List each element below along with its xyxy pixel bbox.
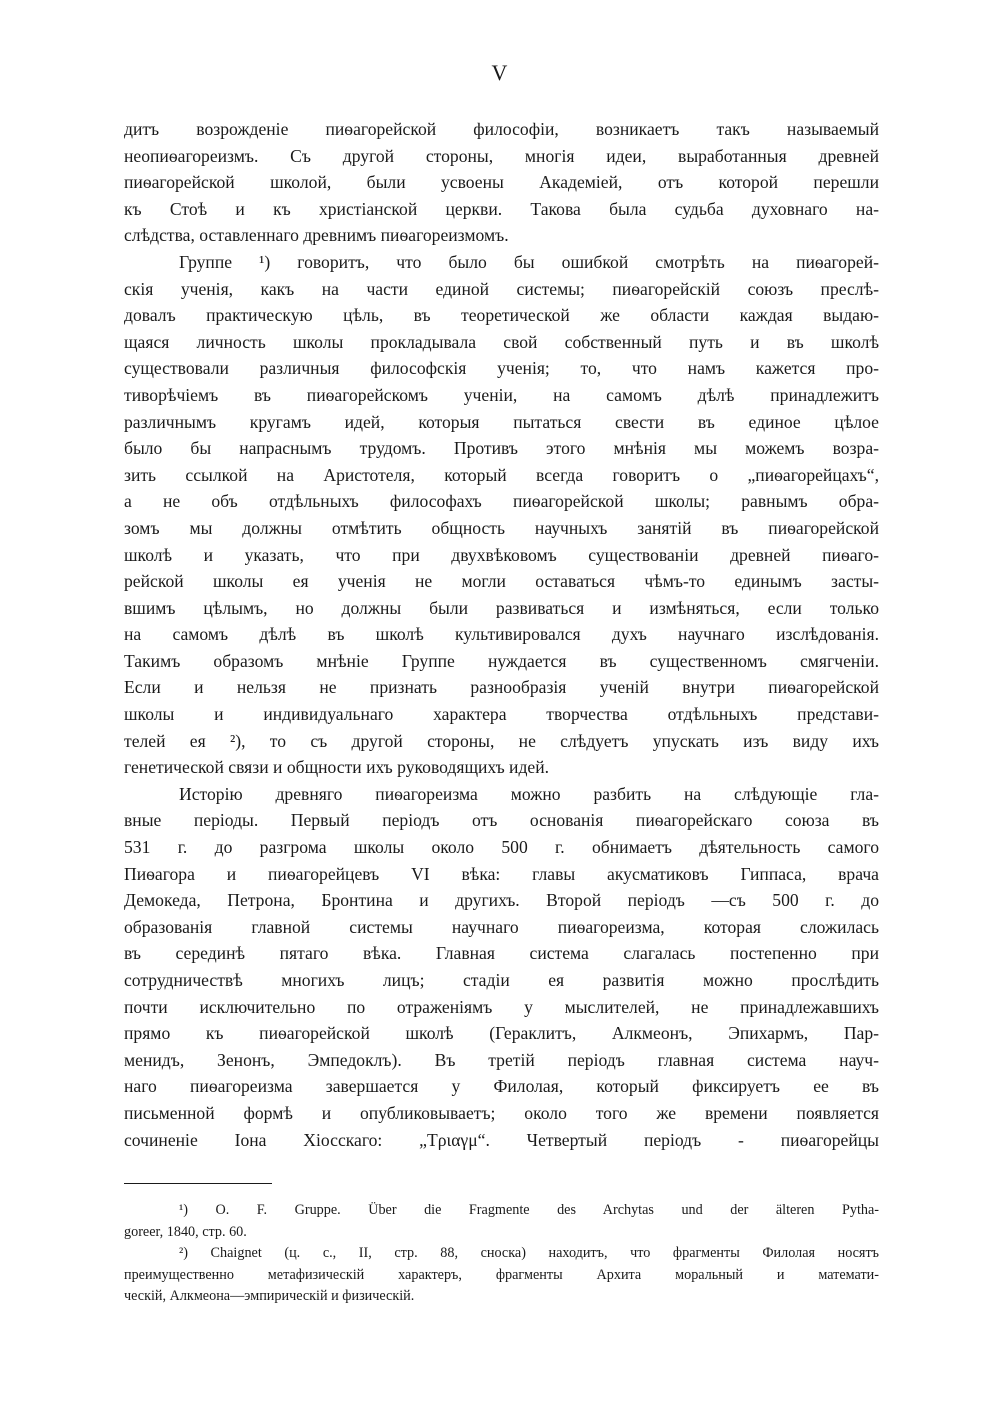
text-line: наго пиѳагореизма завершается у Филолая, который фиксируетъ ее въ [124,1076,879,1097]
footnote-line: goreer, 1840, стр. 60. [124,1223,247,1240]
text-line: щаяся личность школы прокладывала свой собственный путь и въ школѣ [124,331,879,352]
text-line: Исторію древняго пиѳагореизма можно разбить на слѣдующіе гла- [179,783,879,804]
text-line: Группе ¹) говоритъ, что было бы ошибкой смотрѣть на пиѳагорей- [179,251,879,272]
footnote-line: преимущественно метафизическій характеръ, фрагменты Архита моральный и математи- [124,1266,879,1283]
text-line: прямо къ пиѳагорейской школѣ (Гераклитъ, Алкмеонъ, Эпихармъ, Пар- [124,1023,879,1044]
footnotes [124,1200,879,1308]
text-line: довалъ практическую цѣль, въ теоретической же области каждая выдаю- [124,305,879,326]
paragraph-2 [124,249,879,781]
text-line: сотрудничествѣ многихъ лицъ; стадіи ея развитія можно прослѣдить [124,970,879,990]
text-line: рейской школы ея ученія не могли оставаться чѣмъ-то единымъ засты- [124,571,879,592]
text-line: слѣдства, оставленнаго древнимъ пиѳагореизмомъ. [124,225,509,246]
text-line: дитъ возрожденіе пиѳагорейской философіи, возникаетъ такъ называемый [124,119,879,139]
text-line: генетической связи и общности ихъ руководящихъ идей. [124,757,550,778]
text-line: существовали различныя философскія ученія; то, что намъ кажется про- [124,358,879,379]
text-line: Если и нельзя не признать разнообразія ученій внутри пиѳагорейской [124,677,879,698]
text-line: неопиѳагореизмъ. Съ другой стороны, многія идеи, выработанныя древней [124,145,879,166]
text-line: въ серединѣ пятаго вѣка. Главная система слагалась постепенно при [124,943,879,964]
footnote-2 [124,1243,879,1308]
text-line: Демокеда, Петрона, Бронтина и другихъ. Второй періодъ —съ 500 г. до [124,890,879,911]
text-line: было бы напраснымъ трудомъ. Противъ этого мнѣнія мы можемъ возра- [124,438,879,459]
text-line: Такимъ образомъ мнѣніе Группе нуждается въ существенномъ смягченіи. [124,650,879,671]
text-line: скія ученія, какъ на части единой системы; пиѳагорейскій союзъ преслѣ- [124,278,879,299]
text-line: телей ея ²), то съ другой стороны, не слѣдуетъ упускать изъ виду ихъ [124,730,879,751]
footnote-line: ¹) O. F. Gruppe. Über die Fragmente des Archytas und der älteren Pytha- [179,1202,879,1218]
body-text [124,116,879,1153]
page-number: V [491,60,509,85]
text-line: различнымъ кругамъ идей, которыя пытаться свести въ единое цѣлое [124,411,879,432]
paragraph-3 [124,781,879,1153]
text-line: вные періоды. Первый періодъ отъ основанія пиѳагорейскаго союза въ [124,810,879,831]
text-line: менидъ, Зенонъ, Эмпедоклъ). Въ третій періодъ главная система науч- [124,1049,879,1070]
text-line: почти исключительно по отраженіямъ у мыслителей, не принадлежавшихъ [124,996,879,1017]
text-line: 531 г. до разгрома школы около 500 г. обнимаетъ дѣятельность самого [124,837,879,858]
text-line: а не объ отдѣльныхъ философахъ пиѳагорейской школы; равнымъ обра- [124,491,879,512]
paragraph-1 [124,116,879,249]
footnote-line: ческій, Алкмеона—эмпирическій и физическій. [124,1288,415,1304]
footnote-line: ²) Chaignet (ц. с., II, стр. 88, сноска) находитъ, что фрагменты Филолая носятъ [179,1245,879,1261]
text-line: сочиненіе Іона Хіосскаго: „Τριαγμ“. Четвертый періодъ - пиѳагорейцы [124,1129,879,1150]
text-line: школы и индивидуальнаго характера творчества отдѣльныхъ представи- [124,704,879,725]
text-line: вшимъ цѣлымъ, но должны были развиваться и измѣняться, если только [124,597,879,618]
text-line: Пиѳагора и пиѳагорейцевъ VI вѣка: главы акусматиковъ Гиппаса, врача [124,863,879,884]
text-line: письменной формѣ и опубликовываетъ; около того же времени появляется [124,1102,879,1123]
footnote-1 [124,1200,879,1243]
text-line: зомъ мы должны отмѣтить общность научныхъ занятій въ пиѳагорейской [124,517,879,538]
text-line: образованія главной системы научнаго пиѳагореизма, которая сложилась [124,916,879,937]
text-line: пиѳагорейской школой, были усвоены Академіей, отъ которой перешли [124,172,879,193]
text-line: на самомъ дѣлѣ въ школѣ культивировался духъ научнаго изслѣдованія. [124,624,879,645]
text-line: тиворѣчіемъ въ пиѳагорейскомъ ученіи, на самомъ дѣлѣ принадлежитъ [124,384,879,405]
footnote-divider [124,1183,272,1184]
text-line: школѣ и указать, что при двухвѣковомъ существованіи древней пиѳаго- [124,544,879,565]
text-line: къ Стоѣ и къ христіанской церкви. Такова была судьба духовнаго на- [124,198,879,219]
text-line: зить ссылкой на Аристотеля, который всегда говоритъ о „пиѳагорейцахъ“, [124,464,879,485]
